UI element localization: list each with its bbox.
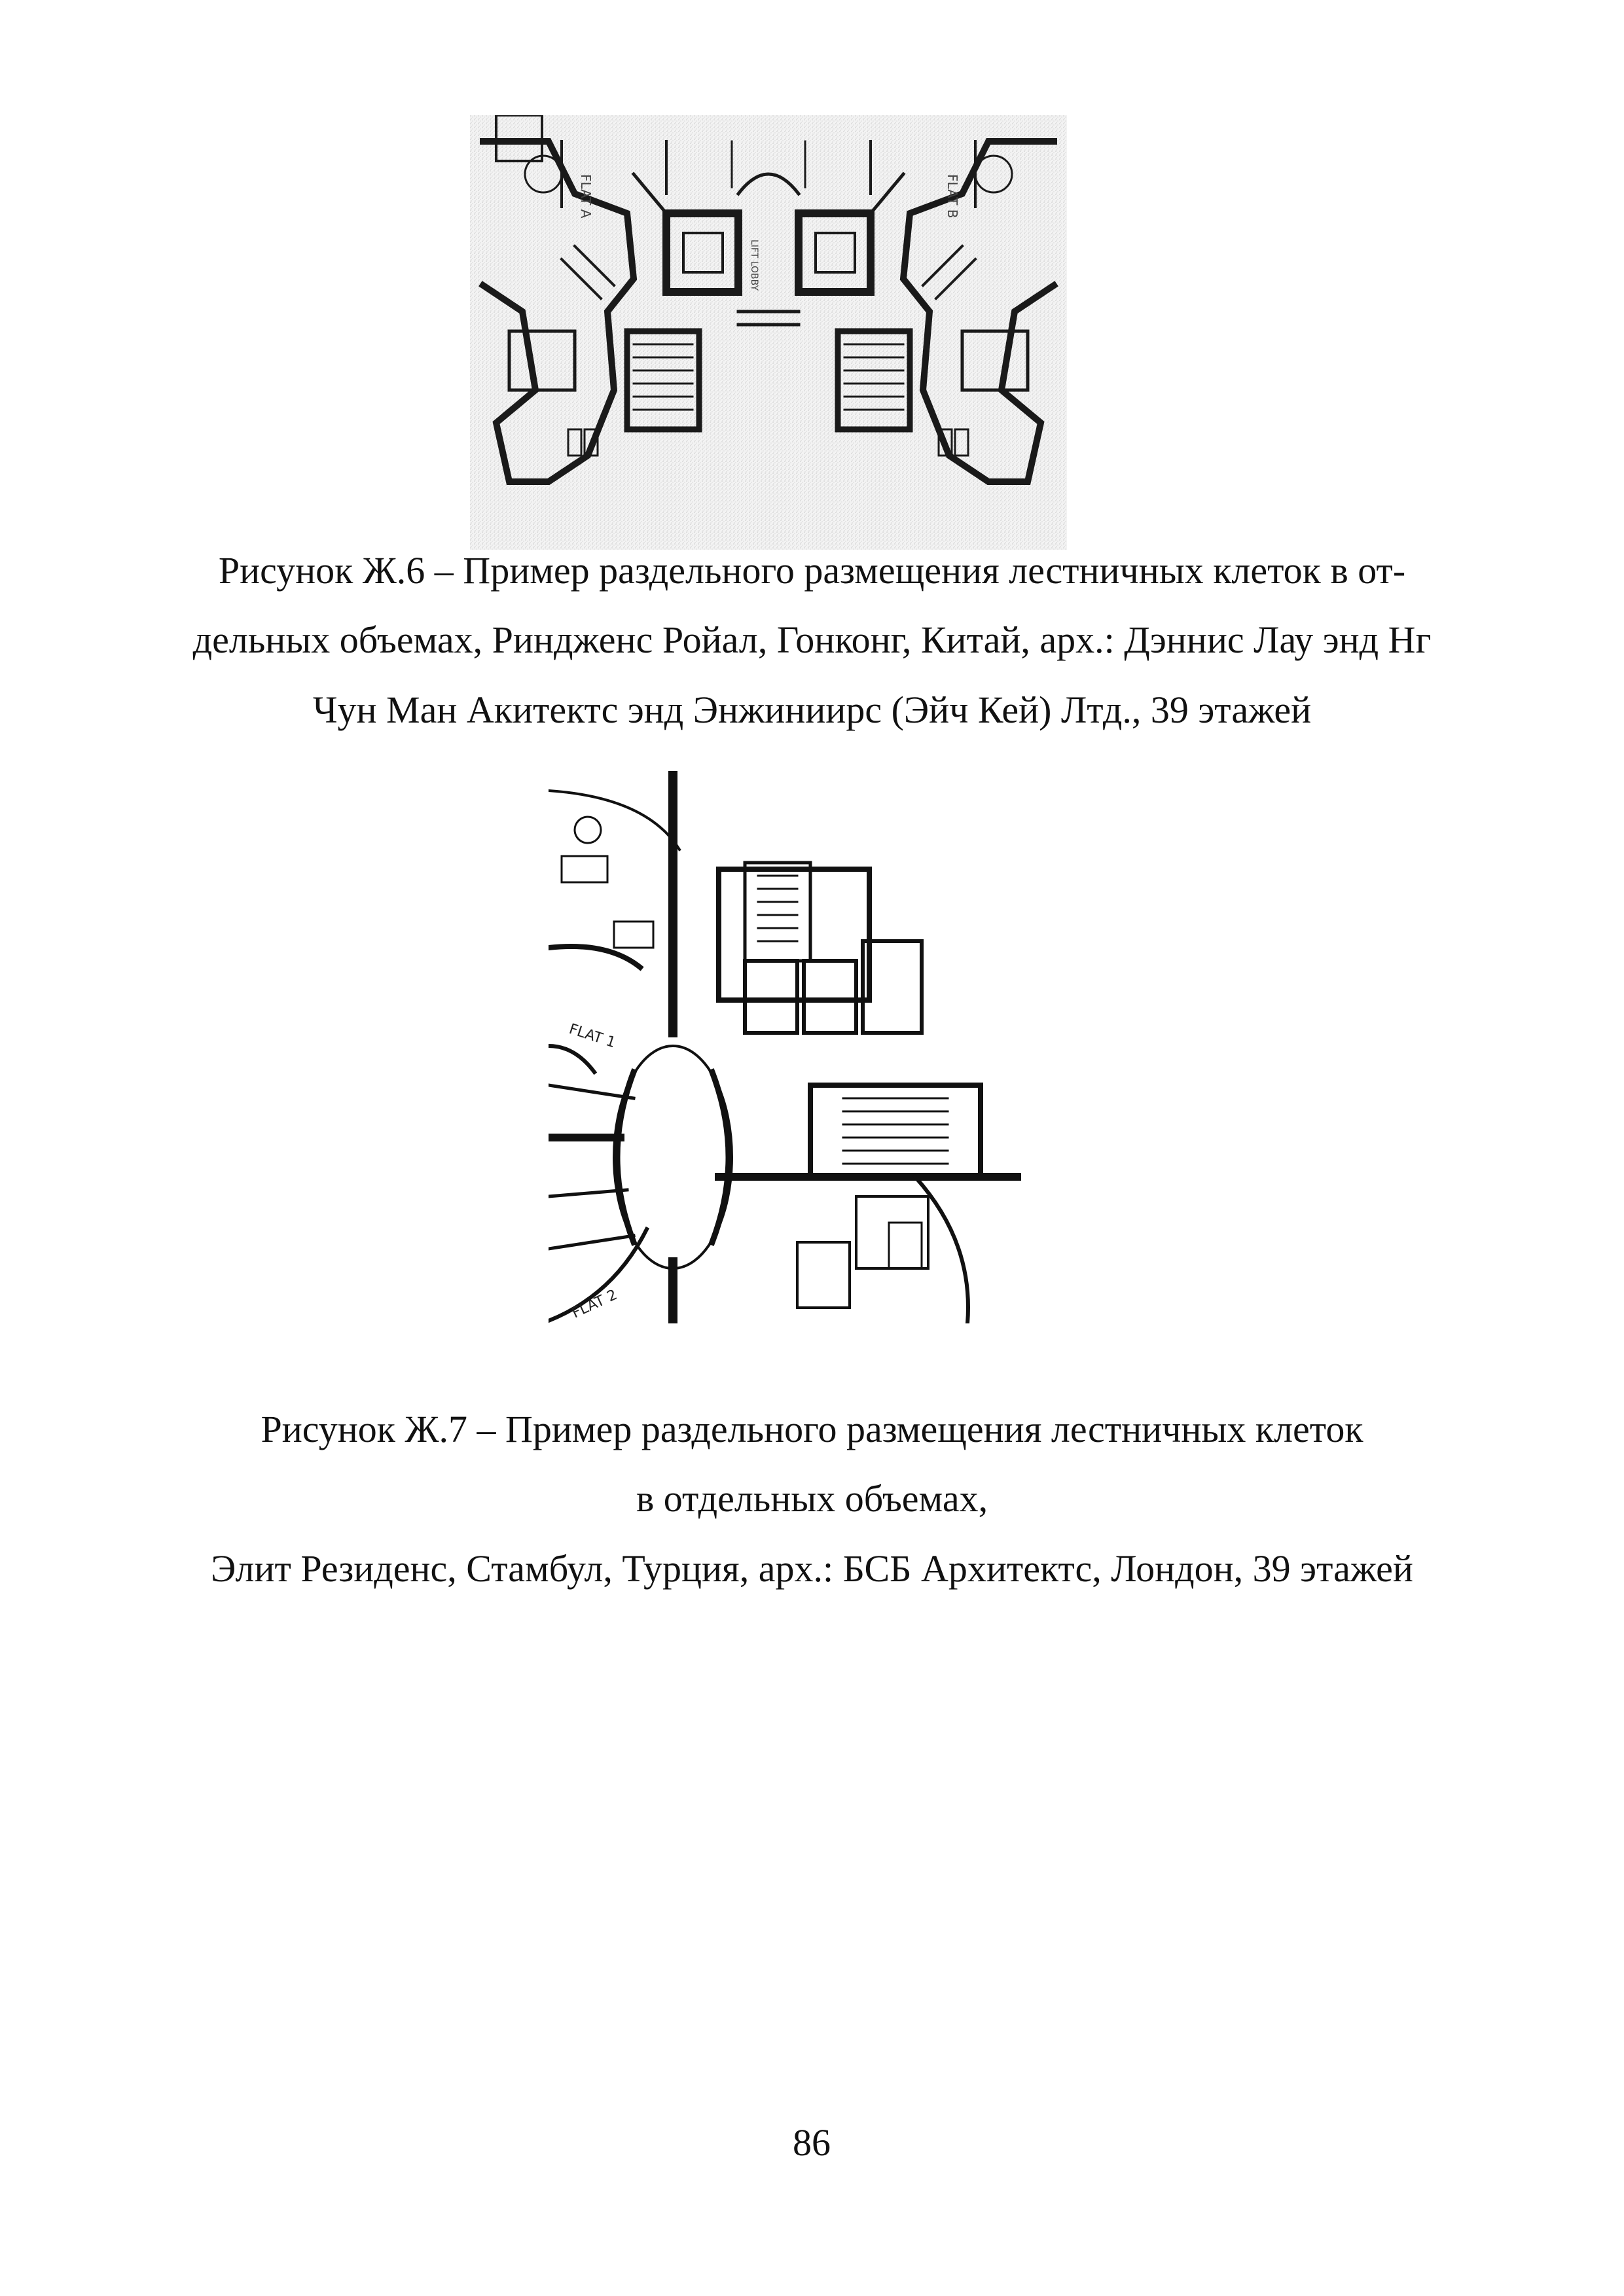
plan-label-lift-lobby: LIFT LOBBY [749, 240, 759, 291]
caption-line: в отдельных объемах, [636, 1477, 988, 1520]
plan-label-flat-2: FLAT 2 [569, 1286, 620, 1322]
caption-line: Элит Резиденс, Стамбул, Турция, арх.: БСБ Архитектс, Лондон, 39 этажей [211, 1547, 1413, 1590]
caption-line: Чун Ман Акитектс энд Энжиниирс (Эйч Кей) Лтд., 39 этажей [312, 688, 1312, 731]
plan-label-flat-1: FLAT 1 [567, 1020, 618, 1052]
page-number: 86 [793, 2121, 831, 2164]
plan-label-flat-a: FLAT A [578, 174, 594, 219]
caption-line: дельных объемах, Риндженс Ройал, Гонконг, Китай, арх.: Дэннис Лау энд Нг [192, 619, 1432, 662]
figure-6-floor-plan [470, 115, 1067, 550]
caption-line: Рисунок Ж.6 – Пример раздельного размещения лестничных клеток в от- [218, 549, 1406, 592]
figure-6-caption [118, 548, 1506, 757]
figure-7-caption [118, 1407, 1506, 1616]
figure-7-floor-plan [549, 771, 1021, 1323]
caption-line: Рисунок Ж.7 – Пример раздельного размещения лестничных клеток [261, 1408, 1363, 1450]
plan-label-flat-b: FLAT B [945, 174, 960, 219]
